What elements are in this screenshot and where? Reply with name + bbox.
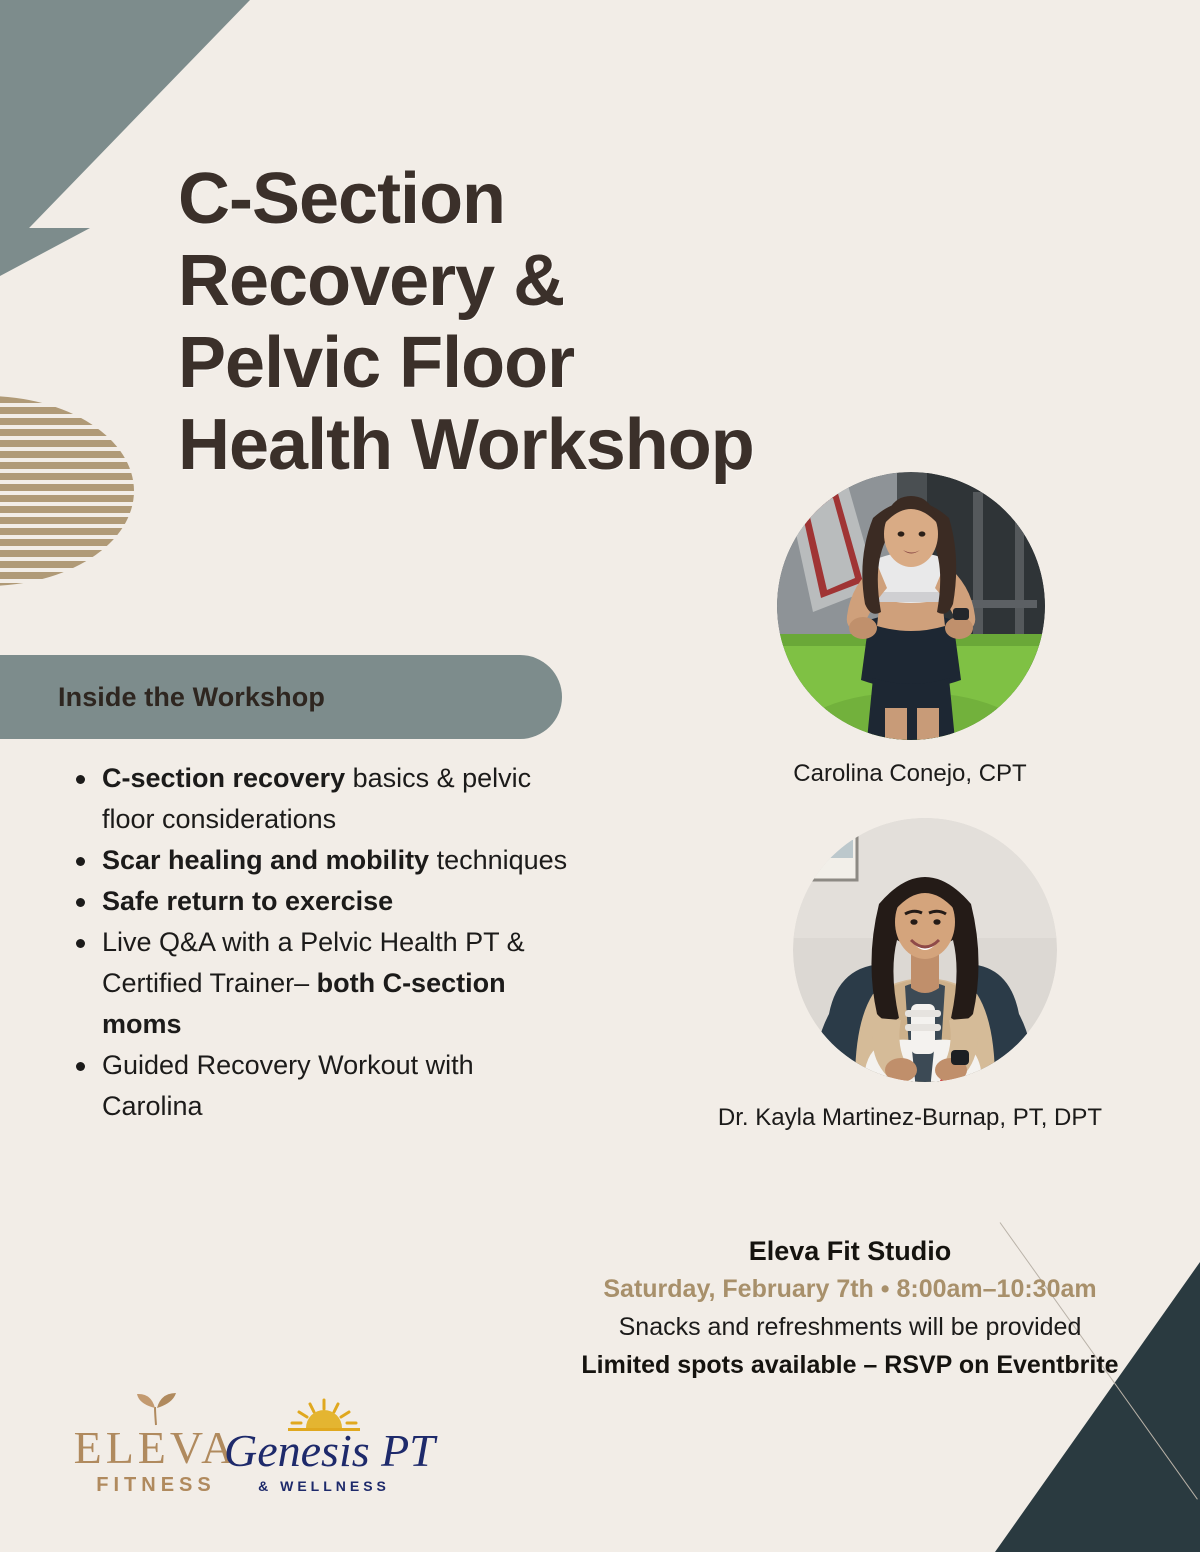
event-details xyxy=(540,1232,1160,1384)
eleva-logo-sub: FITNESS xyxy=(96,1474,216,1496)
presenter-name-kayla: Dr. Kayla Martinez-Burnap, PT, DPT xyxy=(717,1104,1103,1131)
list-item xyxy=(102,881,572,922)
inside-the-workshop-banner xyxy=(0,655,562,739)
snacks-note: Snacks and refreshments will be provided xyxy=(618,1313,1082,1341)
flyer-title: C-Section Recovery & Pelvic Floor Health Workshop xyxy=(178,159,754,485)
bullet-bold-lead: Safe return to exercise xyxy=(102,886,394,916)
leaf-sprout-icon xyxy=(129,1392,183,1426)
event-datetime: Saturday, February 7th • 8:00am–10:30am xyxy=(603,1275,1097,1303)
venue-name: Eleva Fit Studio xyxy=(748,1236,952,1266)
bullet-bold-lead: Scar healing and mobility xyxy=(102,845,430,875)
list-item xyxy=(102,922,572,1045)
list-item xyxy=(102,840,572,881)
genesis-logo-word: Genesis PT xyxy=(224,1425,435,1476)
bullet-rest: basics & pelvic floor considerations xyxy=(102,763,532,834)
top-left-triangle-tail-decoration xyxy=(0,228,90,276)
rsvp-note: Limited spots available – RSVP on Eventbrite xyxy=(581,1351,1119,1379)
bullet-bold-tail: both C-section moms xyxy=(102,968,506,1039)
presenter-photo-kayla xyxy=(793,818,1057,1082)
genesis-logo-sub: & WELLNESS xyxy=(258,1478,390,1494)
striped-half-circle-decoration xyxy=(0,396,134,586)
eleva-logo-word: ELEVA xyxy=(73,1422,239,1473)
presenter-photo-carolina xyxy=(777,472,1045,740)
genesis-pt-logo xyxy=(224,1398,435,1494)
workshop-highlights-list xyxy=(62,758,572,1127)
list-item xyxy=(102,758,572,840)
bullet-bold-lead: C-section recovery xyxy=(102,763,346,793)
therapist-portrait-illustration xyxy=(793,818,1057,1082)
list-item xyxy=(102,1045,572,1127)
bullet-rest: Guided Recovery Workout with Carolina xyxy=(102,1050,474,1121)
trainer-portrait-illustration xyxy=(777,472,1045,740)
banner-label: Inside the Workshop xyxy=(58,681,325,712)
bullet-rest: techniques xyxy=(429,845,568,875)
presenter-name-carolina: Carolina Conejo, CPT xyxy=(793,760,1027,787)
bullet-rest: Live Q&A with a Pelvic Health PT & Certified Trainer– xyxy=(102,927,525,998)
